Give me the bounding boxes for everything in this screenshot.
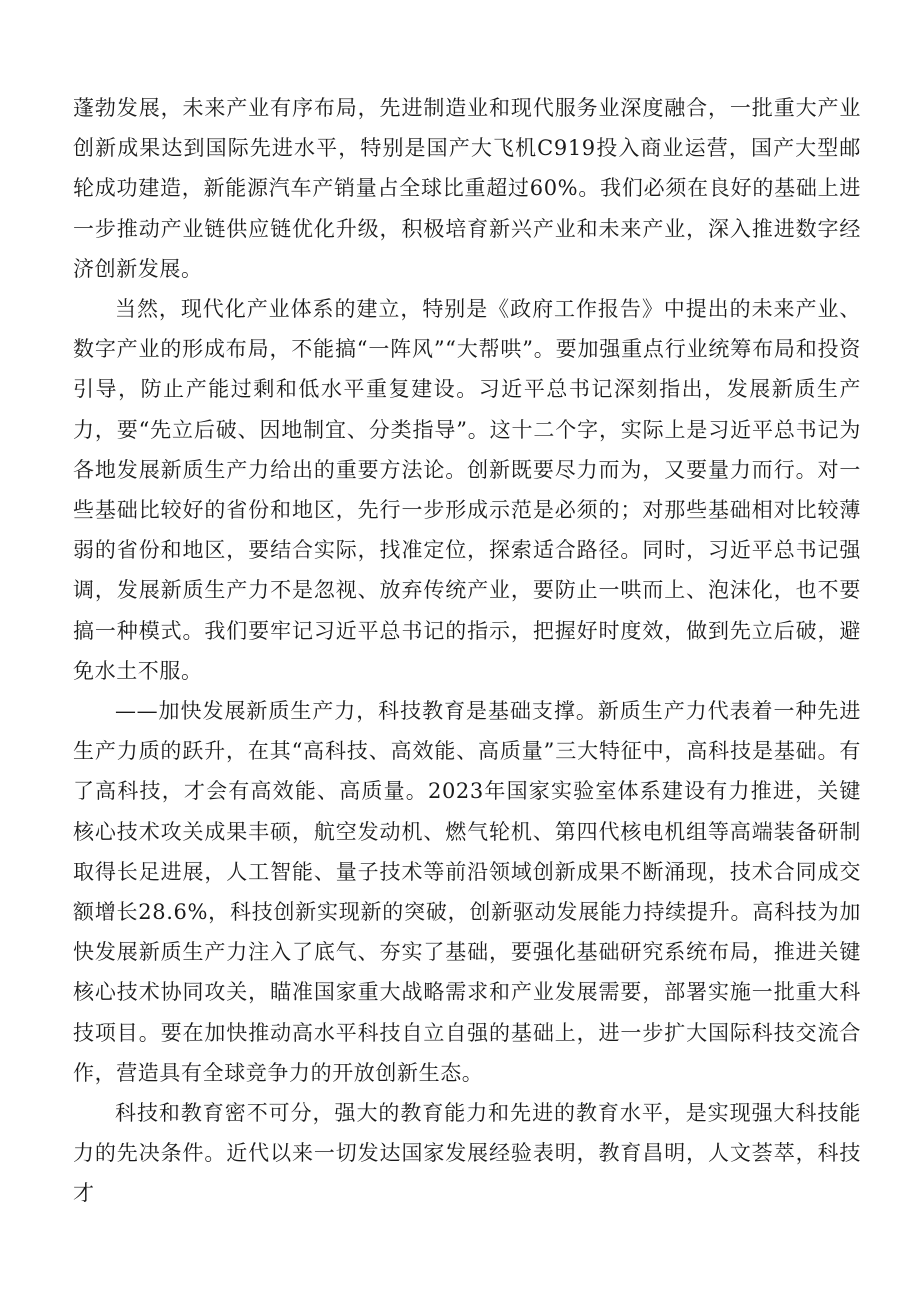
document-body (73, 88, 861, 1214)
paragraph-science-education-support: ——加快发展新质生产力，科技教育是基础支撑。新质生产力代表着一种先进生产力质的跃升，在其“高科技、高效能、高质量”三大特征中，高科技是基础。有了高科技，才会有高效能、高质量。2023年国家实验室体系建设有力推进，关键核心技术攻关成果丰硕，航空发动机、燃气轮机、第四代核电机组等高端装备研制取得长足进展，人工智能、量子技术等前沿领域创新成果不断涌现，技术合同成交额增长28.6%，科技创新实现新的突破，创新驱动发展能力持续提升。高科技为加快发展新质生产力注入了底气、夯实了基础，要强化基础研究系统布局，推进关键核心技术协同攻关，瞄准国家重大战略需求和产业发展需要，部署实施一批重大科技项目。要在加快推动高水平科技自立自强的基础上，进一步扩大国际科技交流合作，营造具有全球竞争力的开放创新生态。 (73, 699, 861, 1085)
paragraph-continuation: 蓬勃发展，未来产业有序布局，先进制造业和现代服务业深度融合，一批重大产业创新成果达到国际先进水平，特别是国产大飞机C919投入商业运营，国产大型邮轮成功建造，新能源汽车产销量占全球比重超过60%。我们必须在良好的基础上进一步推动产业链供应链优化升级，积极培育新兴产业和未来产业，深入推进数字经济创新发展。 (73, 96, 861, 281)
paragraph-science-and-education: 科技和教育密不可分，强大的教育能力和先进的教育水平，是实现强大科技能力的先决条件。近代以来一切发达国家发展经验表明，教育昌明，人文荟萃，科技才 (73, 1101, 861, 1206)
paragraph-modern-industry-system: 当然，现代化产业体系的建立，特别是《政府工作报告》中提出的未来产业、数字产业的形成布局，不能搞“一阵风”“大帮哄”。要加强重点行业统筹布局和投资引导，防止产能过剩和低水平重复建设。习近平总书记深刻指出，发展新质生产力，要“先立后破、因地制宜、分类指导”。这十二个字，实际上是习近平总书记为各地发展新质生产力给出的重要方法论。创新既要尽力而为，又要量力而行。对一些基础比较好的省份和地区，先行一步形成示范是必须的；对那些基础相对比较薄弱的省份和地区，要结合实际，找准定位，探索适合路径。同时，习近平总书记强调，发展新质生产力不是忽视、放弃传统产业，要防止一哄而上、泡沫化，也不要搞一种模式。我们要牢记习近平总书记的指示，把握好时度效，做到先立后破，避免水土不服。 (73, 297, 861, 683)
